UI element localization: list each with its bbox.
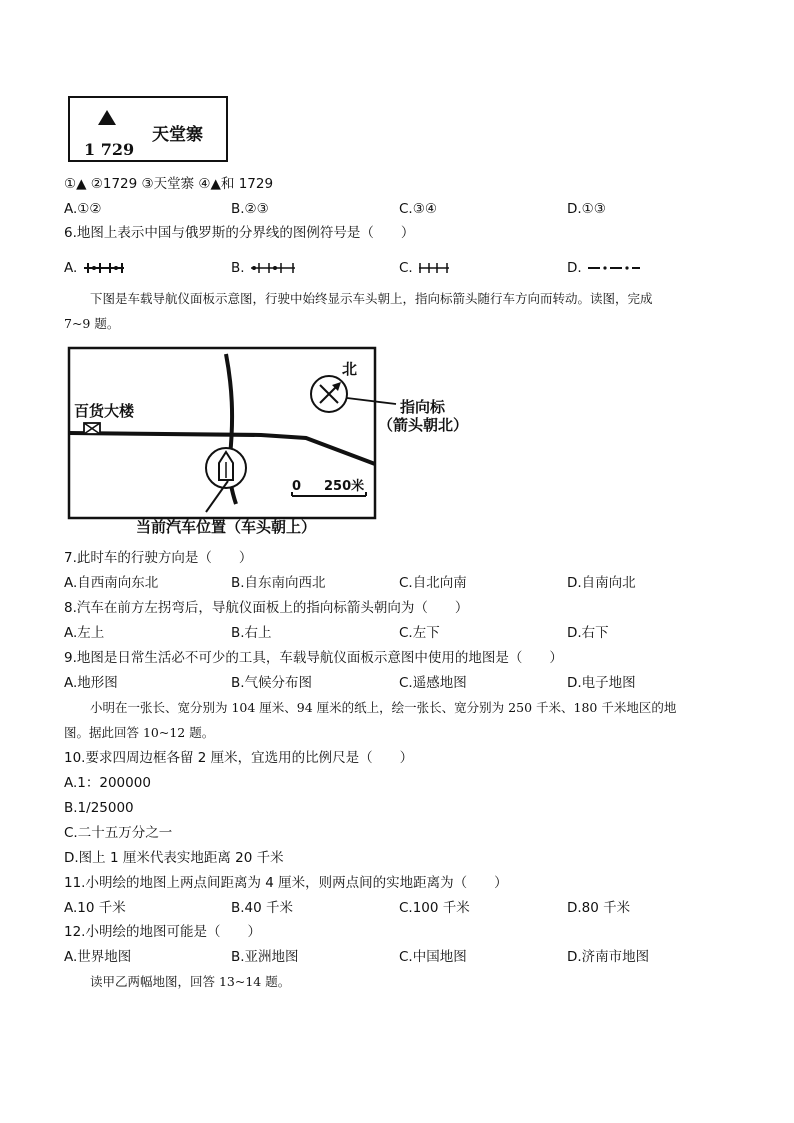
q6-option-d-label: D. [567, 260, 582, 276]
q10-option-a[interactable]: A.1：200000 [64, 775, 151, 791]
q12-option-b[interactable]: B.亚洲地图 [231, 949, 299, 965]
q7-option-c[interactable]: C.自北向南 [399, 575, 467, 591]
q5-option-d[interactable]: D.①③ [567, 201, 606, 217]
intro-10-12-line1: 小明在一张长、宽分别为 104 厘米、94 厘米的纸上，绘一张长、宽分别为 250 千米、180 千米地区的地 [90, 700, 677, 715]
building-label: 百货大楼 [74, 402, 135, 420]
boundary-symbol-c-icon [417, 262, 451, 274]
q6-option-a-label: A. [64, 260, 78, 276]
pointer-label-2: （箭头朝北） [378, 416, 469, 434]
q5-option-b[interactable]: B.②③ [231, 201, 269, 217]
q12-stem: 12.小明绘的地图可能是（ ） [64, 924, 261, 940]
scale-value: 250米 [324, 479, 365, 494]
q7-stem: 7.此时车的行驶方向是（ ） [64, 550, 253, 566]
q11-option-d[interactable]: D.80 千米 [567, 900, 631, 916]
north-label: 北 [342, 360, 358, 378]
q5-option-c[interactable]: C.③④ [399, 201, 437, 217]
q6-option-c[interactable] [399, 260, 451, 276]
q11-option-c[interactable]: C.100 千米 [399, 900, 470, 916]
q6-option-d[interactable] [567, 260, 640, 276]
q6-option-a[interactable] [64, 260, 126, 276]
intro-7-9-line1: 下图是车载导航仪面板示意图，行驶中始终显示车头朝上，指向标箭头随行车方向而转动。读图，完成 [90, 291, 653, 306]
boundary-symbol-b-icon [249, 262, 297, 274]
scale-zero: 0 [292, 479, 302, 494]
q9-option-b[interactable]: B.气候分布图 [231, 675, 313, 691]
intro-10-12-line2: 图。据此回答 10~12 题。 [64, 725, 215, 740]
q6-option-c-label: C. [399, 260, 413, 276]
intro-13-14: 读甲乙两幅地图，回答 13~14 题。 [90, 974, 291, 989]
q11-stem: 11.小明绘的地图上两点间距离为 4 厘米，则两点间的实地距离为（ ） [64, 875, 508, 891]
q11-option-b[interactable]: B.40 千米 [231, 900, 294, 916]
q8-option-d[interactable]: D.右下 [567, 625, 609, 641]
peak-name: 天堂寨 [152, 125, 203, 145]
pointer-label-1: 指向标 [400, 398, 446, 416]
q10-option-c[interactable]: C.二十五万分之一 [64, 825, 173, 841]
q10-stem: 10.要求四周边框各留 2 厘米，宜选用的比例尺是（ ） [64, 750, 414, 766]
q8-option-c[interactable]: C.左下 [399, 625, 440, 641]
q7-option-b[interactable]: B.自东南向西北 [231, 575, 326, 591]
q12-option-c[interactable]: C.中国地图 [399, 949, 467, 965]
q8-option-b[interactable]: B.右上 [231, 625, 272, 641]
car-position-caption: 当前汽车位置（车头朝上） [136, 518, 317, 536]
map-symbol-box [68, 96, 228, 162]
q6-stem: 6.地图上表示中国与俄罗斯的分界线的图例符号是（ ） [64, 225, 415, 241]
building-icon [84, 423, 100, 434]
q7-option-a[interactable]: A.自西南向东北 [64, 575, 159, 591]
q9-option-c[interactable]: C.遥感地图 [399, 675, 467, 691]
q8-option-a[interactable]: A.左上 [64, 625, 105, 641]
q6-option-b-label: B. [231, 260, 245, 276]
q9-stem: 9.地图是日常生活必不可少的工具，车载导航仪面板示意图中使用的地图是（ ） [64, 650, 563, 666]
q5-option-a[interactable]: A.①② [64, 201, 102, 217]
q9-option-d[interactable]: D.电子地图 [567, 675, 636, 691]
q8-stem: 8.汽车在前方左拐弯后，导航仪面板上的指向标箭头朝向为（ ） [64, 600, 469, 616]
q9-option-a[interactable]: A.地形图 [64, 675, 118, 691]
q5-items: ①▲ ②1729 ③天堂寨 ④▲和 1729 [64, 176, 274, 192]
boundary-symbol-a-icon [82, 262, 126, 274]
peak-triangle-icon [98, 110, 116, 125]
intro-7-9-line2: 7~9 题。 [64, 316, 120, 331]
q11-option-a[interactable]: A.10 千米 [64, 900, 126, 916]
nav-panel-figure [66, 346, 478, 536]
peak-elevation: 1 729 [84, 140, 135, 159]
boundary-symbol-d-icon [586, 262, 640, 274]
q12-option-a[interactable]: A.世界地图 [64, 949, 132, 965]
q12-option-d[interactable]: D.济南市地图 [567, 949, 650, 965]
q7-option-d[interactable]: D.自南向北 [567, 575, 636, 591]
q10-option-d[interactable]: D.图上 1 厘米代表实地距离 20 千米 [64, 850, 284, 866]
q10-option-b[interactable]: B.1/25000 [64, 800, 134, 816]
q6-option-b[interactable] [231, 260, 297, 276]
